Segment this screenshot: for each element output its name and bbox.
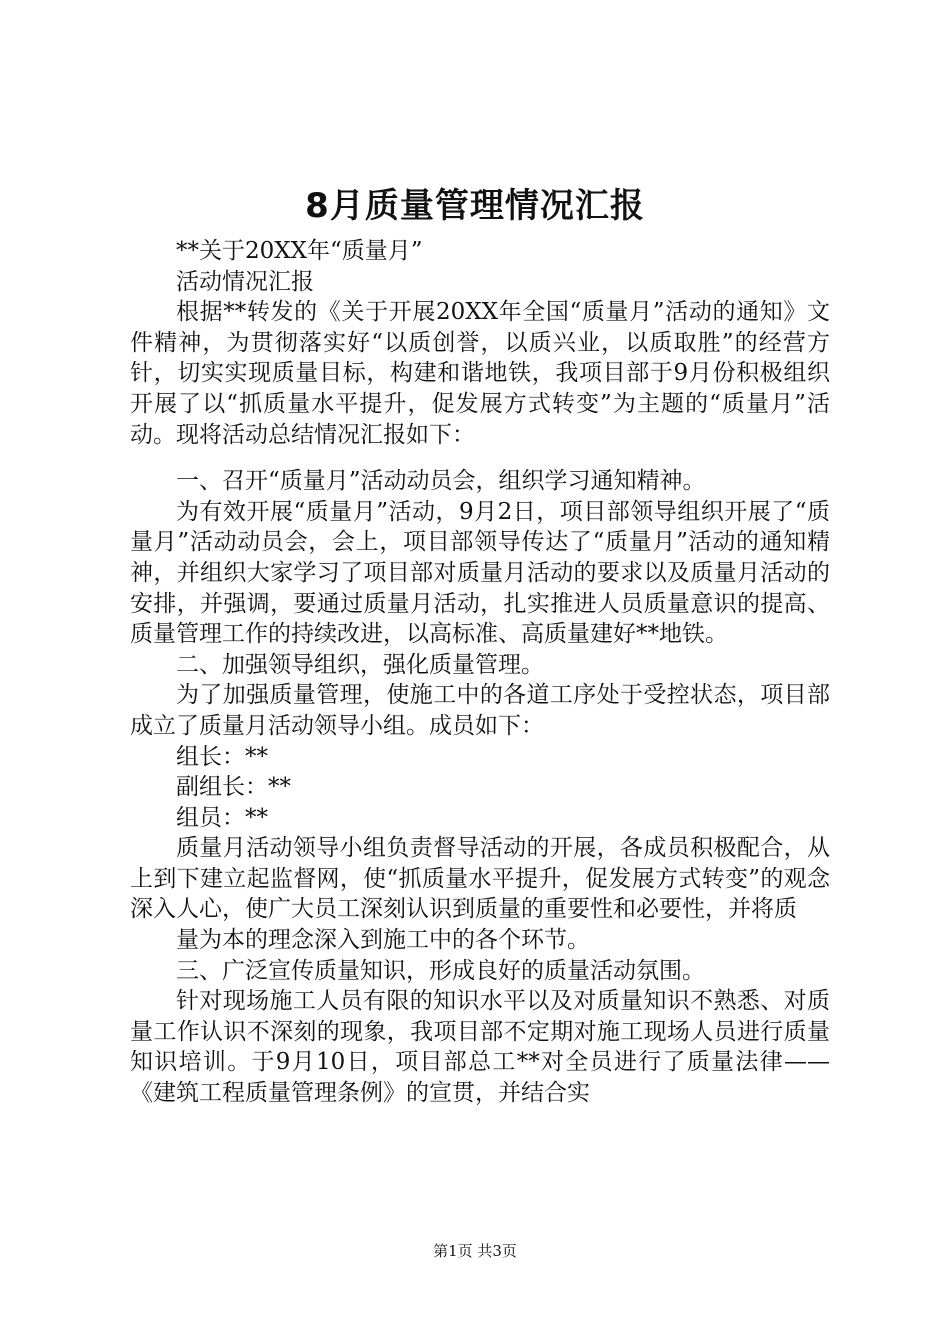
paragraph-section-3: 针对现场施工人员有限的知识水平以及对质量知识不熟悉、对质量工作认识不深刻的现象，我项目部不定期对施工现场人员进行质量知识培训。于9月10日，项目部总工**对全员进行了质量法律——《建筑工程质量管理条例》的宣贯，并结合实 [130, 988, 830, 1107]
section-heading-1: 一、召开“质量月”活动动员会，组织学习通知精神。 [176, 468, 706, 495]
section-heading-3: 三、广泛宣传质量知识，形成良好的质量活动氛围。 [176, 957, 705, 984]
paragraph-supervision: 质量月活动领导小组负责督导活动的开展，各成员积极配合，从上到下建立起监督网，使“抓质量水平提升，促发展方式转变”的观念深入人心，使广大员工深刻认识到质量的重要性和必要性，并将质 [130, 835, 830, 923]
paragraph-intro: 根据**转发的《关于开展20XX年全国“质量月”活动的通知》文件精神，为贯彻落实好“以质创誉，以质兴业，以质取胜”的经营方针，切实实现质量目标，构建和谐地铁，我项目部于9月份积极组织开展了以“抓质量水平提升，促发展方式转变”为主题的“质量月”活动。现将活动总结情况汇报如下： [130, 299, 830, 448]
paragraph-section-2: 为了加强质量管理，使施工中的各道工序处于受控状态，项目部成立了质量月活动领导小组。成员如下： [130, 682, 830, 739]
paragraph-section-1: 为有效开展“质量月”活动，9月2日，项目部领导组织开展了“质量月”活动动员会，会上，项目部领导传达了“质量月”活动的通知精神，并组织大家学习了项目部对质量月活动的要求以及质量月活动的安排，并强调，要通过质量月活动，扎实推进人员质量意识的提高、质量管理工作的持续改进，以高标准、高质量建好**地铁。 [130, 498, 830, 648]
member-deputy-leader: 副组长：** [176, 774, 291, 801]
document-title: 8月质量管理情况汇报 [305, 186, 645, 226]
section-heading-2: 二、加强领导组织，强化质量管理。 [176, 651, 544, 678]
member-members: 组员：** [176, 804, 268, 831]
paragraph-heading-line-2: 活动情况汇报 [176, 268, 314, 295]
paragraph-supervision-continued: 量为本的理念深入到施工中的各个环节。 [176, 927, 590, 954]
paragraph-heading-line-1: **关于20XX年“质量月” [176, 238, 423, 264]
member-leader: 组长：** [176, 743, 268, 770]
document-body [130, 236, 830, 1109]
page-footer: 第1页 共3页 [433, 1242, 517, 1260]
